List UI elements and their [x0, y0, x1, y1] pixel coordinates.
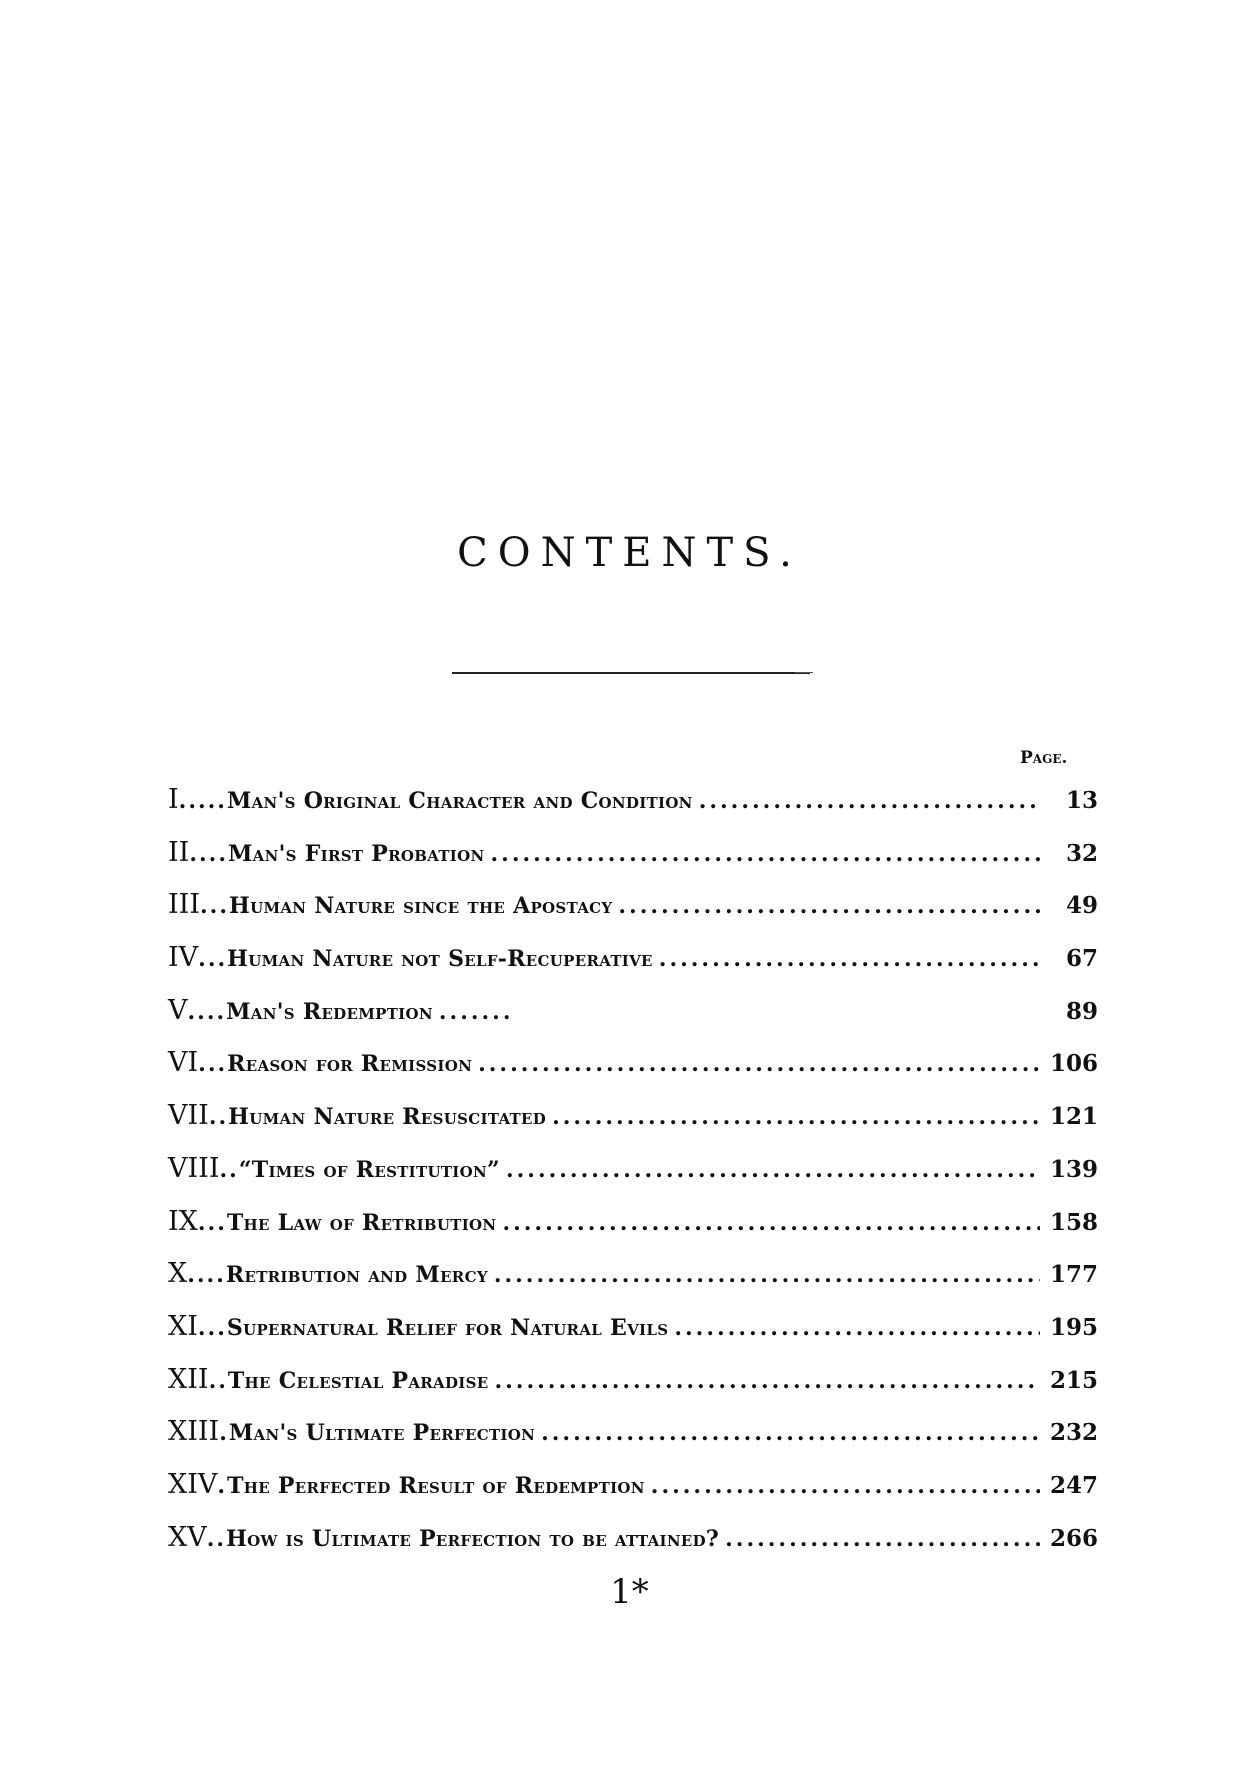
chapter-title: Retribution and Mercy	[225, 1262, 488, 1289]
toc-entry-14[interactable]	[168, 1469, 1098, 1522]
chapter-title: Man's Redemption	[226, 998, 433, 1025]
chapter-page: 158	[1049, 1208, 1098, 1236]
chapter-number: XV	[168, 1521, 207, 1553]
leader-dots	[659, 946, 1040, 972]
leader-dots	[674, 1315, 1040, 1341]
chapter-title: The Law of Retribution	[226, 1209, 497, 1236]
title-rule-tail	[795, 672, 813, 673]
toc-entry-9[interactable]	[168, 1206, 1098, 1259]
toc-entry-3[interactable]	[168, 889, 1098, 942]
chapter-page: 32	[1065, 839, 1098, 867]
chapter-page: 121	[1049, 1103, 1098, 1131]
chapter-title: The Perfected Result of Redemption	[227, 1472, 645, 1499]
chapter-number: I	[168, 784, 179, 815]
chapter-page: 195	[1049, 1313, 1098, 1341]
chapter-title: Human Nature Resuscitated	[228, 1104, 547, 1131]
toc-entry-15[interactable]	[168, 1522, 1098, 1575]
toc-entry-12[interactable]	[168, 1364, 1098, 1417]
chapter-title: Supernatural Relief for Natural Evils	[226, 1314, 669, 1341]
chapter-separator: ..	[219, 1156, 239, 1183]
chapter-separator: ..	[208, 1367, 228, 1394]
toc-entry-2[interactable]	[168, 837, 1098, 890]
toc-entry-6[interactable]	[168, 1047, 1098, 1100]
chapter-number: X	[168, 1258, 188, 1290]
title-rule	[452, 672, 810, 674]
chapter-page: 215	[1049, 1366, 1098, 1394]
chapter-number: IV	[168, 942, 199, 974]
toc-entry-11[interactable]	[168, 1311, 1098, 1364]
chapter-number: XI	[168, 1310, 198, 1342]
leader-dots	[491, 841, 1041, 867]
chapter-number: XIV	[168, 1468, 218, 1500]
toc-entry-8[interactable]	[168, 1153, 1098, 1206]
chapter-title: Man's First Probation	[227, 840, 485, 867]
toc-entry-1[interactable]	[168, 784, 1098, 837]
chapter-number: XIII	[168, 1416, 220, 1448]
leader-dots	[439, 999, 509, 1025]
chapter-page: 89	[1065, 997, 1098, 1025]
chapter-page: 49	[1065, 892, 1098, 920]
chapter-title: “Times of Restitution”	[238, 1156, 500, 1183]
chapter-separator: .	[217, 1472, 228, 1499]
page-title: CONTENTS.	[457, 530, 802, 576]
chapter-separator: ...	[200, 893, 229, 920]
chapter-separator: ....	[189, 840, 228, 867]
leader-dots	[494, 1262, 1040, 1288]
table-of-contents	[168, 784, 1098, 1574]
leader-dots	[478, 1051, 1040, 1077]
chapter-title: Human Nature since the Apostacy	[228, 893, 613, 920]
chapter-number: VIII	[168, 1152, 220, 1184]
chapter-title: Reason for Remission	[227, 1051, 473, 1078]
chapter-number: XII	[168, 1363, 209, 1395]
chapter-separator: ...	[198, 1051, 228, 1078]
chapter-title: The Celestial Paradise	[227, 1367, 489, 1394]
chapter-number: V	[168, 994, 188, 1026]
chapter-separator: ....	[187, 1262, 226, 1289]
leader-dots	[699, 788, 1040, 814]
leader-dots	[725, 1526, 1040, 1552]
page-folio: 1*	[610, 1572, 649, 1612]
chapter-separator: ..	[208, 1104, 229, 1131]
chapter-title: Man's Original Character and Condition	[226, 788, 693, 814]
chapter-page: 266	[1049, 1524, 1098, 1552]
chapter-separator: .	[219, 1420, 229, 1447]
chapter-separator: ...	[197, 1209, 227, 1236]
chapter-separator: ...	[197, 1314, 227, 1341]
toc-entry-10[interactable]	[168, 1258, 1098, 1311]
chapter-page: 139	[1049, 1155, 1098, 1183]
page-column-label: Page.	[1020, 748, 1068, 768]
chapter-number: II	[168, 836, 190, 868]
chapter-title: How is Ultimate Perfection to be attained?	[226, 1525, 720, 1552]
toc-entry-7[interactable]	[168, 1100, 1098, 1153]
chapter-page: 106	[1049, 1050, 1098, 1078]
chapter-separator: .....	[178, 788, 227, 814]
leader-dots	[552, 1104, 1040, 1130]
chapter-separator: ....	[187, 998, 227, 1025]
chapter-number: IX	[168, 1205, 198, 1237]
chapter-separator: ...	[198, 946, 228, 973]
chapter-number: VII	[168, 1100, 209, 1132]
leader-dots	[502, 1210, 1040, 1236]
chapter-page: 13	[1065, 787, 1098, 814]
chapter-number: III	[168, 889, 200, 921]
chapter-title: Human Nature not Self-Recuperative	[227, 946, 653, 973]
leader-dots	[541, 1420, 1040, 1446]
chapter-page: 177	[1049, 1261, 1098, 1289]
chapter-page: 67	[1065, 945, 1098, 973]
leader-dots	[506, 1157, 1040, 1183]
chapter-number: VI	[168, 1047, 199, 1079]
leader-dots	[618, 893, 1040, 919]
toc-entry-5[interactable]	[168, 995, 1098, 1048]
chapter-title: Man's Ultimate Perfection	[228, 1420, 536, 1447]
chapter-page: 232	[1049, 1419, 1098, 1447]
toc-entry-13[interactable]	[168, 1416, 1098, 1469]
toc-entry-4[interactable]	[168, 942, 1098, 995]
leader-dots	[494, 1368, 1040, 1394]
chapter-page: 247	[1049, 1471, 1098, 1499]
leader-dots	[651, 1473, 1040, 1499]
chapter-separator: ..	[206, 1525, 227, 1552]
